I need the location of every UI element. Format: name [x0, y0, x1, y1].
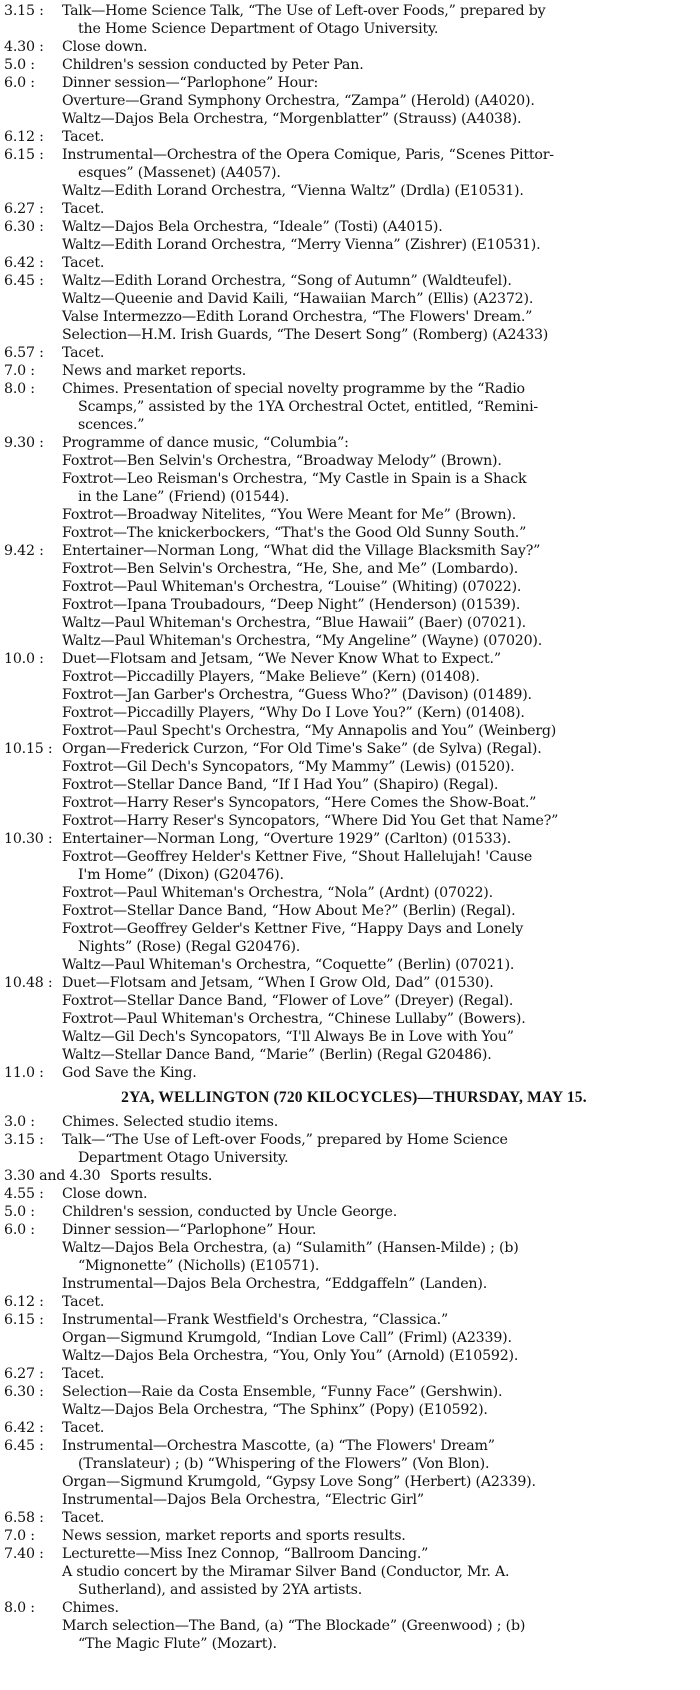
- entry-text: [62, 1010, 700, 1028]
- programme-subitem: [0, 956, 700, 974]
- entry-time: 8.0 :: [4, 1600, 35, 1616]
- entry-line: Foxtrot—Piccadilly Players, “Why Do I Love You?” (Kern) (01408).: [62, 705, 525, 721]
- entry-line: Dinner session—“Parlophone” Hour.: [62, 1222, 317, 1238]
- entry-text: [62, 1365, 700, 1383]
- entry-time: 9.30 :: [4, 435, 44, 451]
- entry-line: Foxtrot—Ipana Troubadours, “Deep Night” (Henderson) (01539).: [62, 597, 521, 613]
- entry-text: [62, 1311, 700, 1329]
- entry-time: 3.15 :: [4, 1132, 44, 1148]
- programme-subitem: [0, 470, 700, 506]
- entry-time: 9.42 :: [4, 543, 44, 559]
- entry-text: [62, 128, 700, 146]
- programme-subitem: [0, 776, 700, 794]
- entry-line: Organ—Sigmund Krumgold, “Indian Love Call” (Friml) (A2339).: [62, 1330, 512, 1346]
- station-heading: 2YA, WELLINGTON (720 KILOCYCLES)—THURSDAY, MAY 15.: [121, 1089, 587, 1106]
- entry-time: 10.15 :: [4, 741, 53, 757]
- entry-text: [62, 326, 700, 344]
- entry-line: Waltz—Dajos Bela Orchestra, “Morgenblatter” (Strauss) (A4038).: [62, 111, 522, 127]
- programme-entry: [0, 1185, 700, 1203]
- entry-text: [62, 776, 700, 794]
- entry-line: Nights” (Rose) (Regal G20476).: [78, 939, 301, 955]
- programme-entry: [0, 1383, 700, 1401]
- programme-entry: [0, 38, 700, 56]
- entry-time: 6.42 :: [4, 255, 44, 271]
- entry-line: Foxtrot—Jan Garber's Orchestra, “Guess Who?” (Davison) (01489).: [62, 687, 532, 703]
- entry-line: Foxtrot—Paul Whiteman's Orchestra, “Nola” (Ardnt) (07022).: [62, 885, 493, 901]
- programme-subitem: [0, 812, 700, 830]
- entry-line: Foxtrot—Stellar Dance Band, “Flower of Love” (Dreyer) (Regal).: [62, 993, 514, 1009]
- entry-line: I'm Home” (Dixon) (G20476).: [78, 867, 284, 883]
- entry-text: [62, 902, 700, 920]
- entry-line: “The Magic Flute” (Mozart).: [78, 1636, 277, 1652]
- entry-time: 6.45 :: [4, 1438, 44, 1454]
- entry-line: (Translateur) ; (b) “Whispering of the Flowers” (Von Blon).: [78, 1456, 490, 1472]
- programme-subitem: [0, 1491, 700, 1509]
- programme-subitem: [0, 236, 700, 254]
- entry-text: [62, 596, 700, 614]
- programme-entry: [0, 218, 700, 236]
- entry-line: Department Otago University.: [78, 1150, 289, 1166]
- entry-text: [62, 722, 700, 740]
- entry-line: Instrumental—Frank Westfield's Orchestra, “Classica.”: [62, 1312, 449, 1328]
- entry-text: [62, 1131, 700, 1167]
- programme-entry: [0, 1113, 700, 1131]
- programme-entry: [0, 362, 700, 380]
- entry-line: Chimes. Presentation of special novelty programme by the “Radio: [62, 381, 525, 397]
- programme-entry: [0, 1527, 700, 1545]
- programme-subitem: [0, 1239, 700, 1275]
- programme-entry: [0, 1437, 700, 1473]
- programme-subitem: [0, 452, 700, 470]
- programme-subitem: [0, 686, 700, 704]
- entry-line: Talk—Home Science Talk, “The Use of Left-over Foods,” prepared by: [62, 3, 546, 19]
- programme-subitem: [0, 1046, 700, 1064]
- programme-subitem: [0, 1275, 700, 1293]
- entry-time: 6.45 :: [4, 273, 44, 289]
- entry-line: Tacet.: [62, 1294, 105, 1310]
- entry-text: [62, 308, 700, 326]
- entry-text: [62, 470, 700, 506]
- programme-entry: [0, 1203, 700, 1221]
- programme-subitem: [0, 1329, 700, 1347]
- programme-entry: [0, 1311, 700, 1329]
- programme-entry: [0, 1365, 700, 1383]
- entry-line: Instrumental—Dajos Bela Orchestra, “Eddgaffeln” (Landen).: [62, 1276, 488, 1292]
- entry-text: [62, 686, 700, 704]
- entry-text: [110, 1167, 700, 1185]
- entry-time: 3.30 and 4.30: [4, 1168, 101, 1184]
- entry-text: [62, 1437, 700, 1473]
- entry-time: 8.0 :: [4, 381, 35, 397]
- entry-line: Waltz—Dajos Bela Orchestra, “The Sphinx” (Popy) (E10592).: [62, 1402, 488, 1418]
- entry-line: Programme of dance music, “Columbia”:: [62, 435, 349, 451]
- entry-time: 3.0 :: [4, 1114, 35, 1130]
- programme-page: [0, 2, 700, 1653]
- entry-time: 3.15 :: [4, 3, 44, 19]
- entry-text: [62, 452, 700, 470]
- programme-entry: [0, 146, 700, 182]
- programme-subitem: [0, 668, 700, 686]
- entry-text: [62, 1064, 700, 1082]
- programme-subitem: [0, 506, 700, 524]
- entry-time: 6.58 :: [4, 1510, 44, 1526]
- entry-text: [62, 1203, 700, 1221]
- entry-time: 6.30 :: [4, 219, 44, 235]
- entry-text: [62, 1419, 700, 1437]
- entry-text: [62, 254, 700, 272]
- programme-entry: [0, 1064, 700, 1082]
- entry-line: the Home Science Department of Otago University.: [78, 21, 439, 37]
- entry-line: Close down.: [62, 1186, 148, 1202]
- programme-entry: [0, 1221, 700, 1239]
- programme-section-1yA: [0, 2, 700, 1082]
- entry-time: 4.30 :: [4, 39, 44, 55]
- programme-entry: [0, 2, 700, 38]
- entry-text: [62, 974, 700, 992]
- entry-line: Scamps,” assisted by the 1YA Orchestral Octet, entitled, “Remini-: [78, 399, 538, 415]
- entry-text: [62, 1545, 700, 1563]
- entry-line: Tacet.: [62, 255, 105, 271]
- programme-entry: [0, 1545, 700, 1563]
- programme-entry: [0, 1509, 700, 1527]
- programme-entry: [0, 380, 700, 434]
- entry-line: Instrumental—Orchestra of the Opera Comique, Paris, “Scenes Pittor-: [62, 147, 554, 163]
- entry-line: Waltz—Edith Lorand Orchestra, “Vienna Waltz” (Drdla) (E10531).: [62, 183, 524, 199]
- entry-line: Waltz—Edith Lorand Orchestra, “Song of Autumn” (Waldteufel).: [62, 273, 512, 289]
- entry-text: [62, 1185, 700, 1203]
- entry-time: 7.0 :: [4, 1528, 35, 1544]
- entry-text: [62, 1527, 700, 1545]
- entry-text: [62, 1383, 700, 1401]
- entry-line: Instrumental—Orchestra Mascotte, (a) “The Flowers' Dream”: [62, 1438, 495, 1454]
- entry-line: Entertainer—Norman Long, “Overture 1929” (Carlton) (01533).: [62, 831, 512, 847]
- entry-text: [62, 92, 700, 110]
- entry-line: News session, market reports and sports results.: [62, 1528, 406, 1544]
- programme-subitem: [0, 1401, 700, 1419]
- programme-subitem: [0, 182, 700, 200]
- entry-text: [62, 506, 700, 524]
- entry-line: Waltz—Queenie and David Kaili, “Hawaiian March” (Ellis) (A2372).: [62, 291, 534, 307]
- entry-text: [62, 524, 700, 542]
- entry-text: [62, 758, 700, 776]
- entry-time: 6.0 :: [4, 75, 35, 91]
- entry-text: [62, 542, 700, 560]
- entry-text: [62, 632, 700, 650]
- programme-entry: [0, 1131, 700, 1167]
- entry-line: Foxtrot—Stellar Dance Band, “If I Had You” (Shapiro) (Regal).: [62, 777, 499, 793]
- entry-line: Tacet.: [62, 201, 105, 217]
- entry-text: [62, 1509, 700, 1527]
- entry-line: God Save the King.: [62, 1065, 197, 1081]
- programme-subitem: [0, 794, 700, 812]
- programme-subitem: [0, 110, 700, 128]
- entry-text: [62, 812, 700, 830]
- programme-subitem: [0, 1563, 700, 1599]
- entry-text: [62, 290, 700, 308]
- programme-entry: [0, 74, 700, 92]
- programme-entry: [0, 344, 700, 362]
- entry-text: [62, 380, 700, 434]
- entry-line: Children's session, conducted by Uncle George.: [62, 1204, 398, 1220]
- programme-subitem: [0, 596, 700, 614]
- programme-subitem: [0, 704, 700, 722]
- entry-line: Close down.: [62, 39, 148, 55]
- entry-text: [62, 110, 700, 128]
- entry-text: [62, 146, 700, 182]
- entry-line: Waltz—Gil Dech's Syncopators, “I'll Always Be in Love with You”: [62, 1029, 514, 1045]
- entry-time: 5.0 :: [4, 1204, 35, 1220]
- entry-line: Chimes. Selected studio items.: [62, 1114, 279, 1130]
- entry-time: 6.15 :: [4, 147, 44, 163]
- entry-text: [62, 1221, 700, 1239]
- entry-line: Foxtrot—Harry Reser's Syncopators, “Where Did You Get that Name?”: [62, 813, 559, 829]
- entry-time: 6.30 :: [4, 1384, 44, 1400]
- entry-text: [62, 1491, 700, 1509]
- entry-text: [62, 740, 700, 758]
- entry-line: Foxtrot—Geoffrey Gelder's Kettner Five, “Happy Days and Lonely: [62, 921, 524, 937]
- entry-text: [62, 218, 700, 236]
- programme-entry: [0, 200, 700, 218]
- entry-time: 6.42 :: [4, 1420, 44, 1436]
- entry-time: 6.15 :: [4, 1312, 44, 1328]
- entry-text: [62, 200, 700, 218]
- programme-subitem: [0, 1347, 700, 1365]
- entry-line: esques” (Massenet) (A4057).: [78, 165, 281, 181]
- entry-line: Foxtrot—Harry Reser's Syncopators, “Here Comes the Show-Boat.”: [62, 795, 537, 811]
- entry-line: Foxtrot—Ben Selvin's Orchestra, “He, She, and Me” (Lombardo).: [62, 561, 519, 577]
- entry-text: [62, 1599, 700, 1617]
- entry-text: [62, 650, 700, 668]
- entry-text: [62, 74, 700, 92]
- entry-text: [62, 2, 700, 38]
- programme-entry: [0, 56, 700, 74]
- entry-text: [62, 434, 700, 452]
- entry-time: 5.0 :: [4, 57, 35, 73]
- programme-subitem: [0, 758, 700, 776]
- entry-time: 6.12 :: [4, 1294, 44, 1310]
- entry-time: 7.40 :: [4, 1546, 44, 1562]
- programme-subitem: [0, 1010, 700, 1028]
- entry-line: Duet—Flotsam and Jetsam, “We Never Know What to Expect.”: [62, 651, 501, 667]
- programme-entry: [0, 128, 700, 146]
- entry-text: [62, 884, 700, 902]
- entry-text: [62, 1293, 700, 1311]
- entry-line: Tacet.: [62, 129, 105, 145]
- programme-subitem: [0, 290, 700, 308]
- entry-time: 6.0 :: [4, 1222, 35, 1238]
- entry-time: 10.0 :: [4, 651, 44, 667]
- programme-entry: [0, 434, 700, 452]
- programme-subitem: [0, 326, 700, 344]
- entry-line: Foxtrot—Paul Whiteman's Orchestra, “Chinese Lullaby” (Bowers).: [62, 1011, 526, 1027]
- entry-text: [62, 236, 700, 254]
- programme-entry: [0, 650, 700, 668]
- entry-line: Waltz—Paul Whiteman's Orchestra, “Blue Hawaii” (Baer) (07021).: [62, 615, 526, 631]
- programme-subitem: [0, 1473, 700, 1491]
- programme-subitem: [0, 632, 700, 650]
- entry-line: Lecturette—Miss Inez Connop, “Ballroom Dancing.”: [62, 1546, 429, 1562]
- entry-line: Foxtrot—Paul Specht's Orchestra, “My Annapolis and You” (Weinberg): [62, 723, 557, 739]
- entry-line: Foxtrot—Paul Whiteman's Orchestra, “Louise” (Whiting) (07022).: [62, 579, 522, 595]
- entry-text: [62, 848, 700, 884]
- entry-line: Sports results.: [110, 1168, 213, 1184]
- entry-time: 10.48 :: [4, 975, 53, 991]
- entry-line: Dinner session—“Parlophone” Hour:: [62, 75, 319, 91]
- entry-text: [62, 794, 700, 812]
- entry-line: Foxtrot—Gil Dech's Syncopators, “My Mammy” (Lewis) (01520).: [62, 759, 515, 775]
- entry-line: A studio concert by the Miramar Silver Band (Conductor, Mr. A.: [62, 1564, 510, 1580]
- programme-entry: [0, 974, 700, 992]
- entry-line: Sutherland), and assisted by 2YA artists.: [78, 1582, 363, 1598]
- entry-line: News and market reports.: [62, 363, 247, 379]
- entry-line: Waltz—Dajos Bela Orchestra, (a) “Sulamith” (Hansen-Milde) ; (b): [62, 1240, 519, 1256]
- entry-line: Overture—Grand Symphony Orchestra, “Zampa” (Herold) (A4020).: [62, 93, 535, 109]
- programme-subitem: [0, 92, 700, 110]
- entry-time: 11.0 :: [4, 1065, 44, 1081]
- entry-text: [62, 272, 700, 290]
- programme-subitem: [0, 308, 700, 326]
- programme-entry: [0, 1293, 700, 1311]
- programme-subitem: [0, 722, 700, 740]
- entry-text: [62, 920, 700, 956]
- entry-text: [62, 1563, 700, 1599]
- entry-text: [62, 182, 700, 200]
- entry-line: Waltz—Edith Lorand Orchestra, “Merry Vienna” (Zishrer) (E10531).: [62, 237, 541, 253]
- programme-entry: [0, 1599, 700, 1617]
- entry-line: March selection—The Band, (a) “The Blockade” (Greenwood) ; (b): [62, 1618, 526, 1634]
- entry-line: Children's session conducted by Peter Pan.: [62, 57, 364, 73]
- entry-text: [62, 992, 700, 1010]
- entry-line: Waltz—Dajos Bela Orchestra, “Ideale” (Tosti) (A4015).: [62, 219, 443, 235]
- entry-line: Tacet.: [62, 1420, 105, 1436]
- entry-text: [62, 1347, 700, 1365]
- entry-line: Instrumental—Dajos Bela Orchestra, “Electric Girl”: [62, 1492, 424, 1508]
- programme-subitem: [0, 578, 700, 596]
- entry-text: [62, 56, 700, 74]
- programme-entry: [0, 254, 700, 272]
- entry-text: [62, 560, 700, 578]
- entry-line: Foxtrot—Geoffrey Helder's Kettner Five, “Shout Hallelujah! 'Cause: [62, 849, 533, 865]
- programme-subitem: [0, 1617, 700, 1653]
- entry-time: 6.27 :: [4, 201, 44, 217]
- entry-line: Foxtrot—Ben Selvin's Orchestra, “Broadway Melody” (Brown).: [62, 453, 502, 469]
- entry-time: 6.12 :: [4, 129, 44, 145]
- entry-line: Organ—Frederick Curzon, “For Old Time's Sake” (de Sylva) (Regal).: [62, 741, 542, 757]
- programme-subitem: [0, 1028, 700, 1046]
- entry-line: Talk—“The Use of Left-over Foods,” prepared by Home Science: [62, 1132, 508, 1148]
- entry-line: scences.”: [78, 417, 145, 433]
- entry-line: Waltz—Dajos Bela Orchestra, “You, Only You” (Arnold) (E10592).: [62, 1348, 519, 1364]
- entry-line: Chimes.: [62, 1600, 119, 1616]
- programme-entry: [0, 272, 700, 290]
- entry-line: Waltz—Paul Whiteman's Orchestra, “Coquette” (Berlin) (07021).: [62, 957, 515, 973]
- entry-text: [62, 956, 700, 974]
- programme-subitem: [0, 614, 700, 632]
- entry-text: [62, 344, 700, 362]
- programme-entry: [0, 542, 700, 560]
- programme-subitem: [0, 920, 700, 956]
- entry-text: [62, 830, 700, 848]
- entry-time: 6.27 :: [4, 1366, 44, 1382]
- entry-text: [62, 578, 700, 596]
- entry-text: [62, 1401, 700, 1419]
- entry-time: 7.0 :: [4, 363, 35, 379]
- entry-line: Selection—H.M. Irish Guards, “The Desert Song” (Romberg) (A2433): [62, 327, 549, 343]
- programme-subitem: [0, 902, 700, 920]
- programme-subitem: [0, 560, 700, 578]
- entry-time: 6.57 :: [4, 345, 44, 361]
- entry-text: [62, 362, 700, 380]
- entry-text: [62, 668, 700, 686]
- entry-text: [62, 614, 700, 632]
- entry-text: [62, 38, 700, 56]
- programme-subitem: [0, 884, 700, 902]
- programme-entry: [0, 830, 700, 848]
- entry-line: Waltz—Stellar Dance Band, “Marie” (Berlin) (Regal G20486).: [62, 1047, 492, 1063]
- entry-line: Waltz—Paul Whiteman's Orchestra, “My Angeline” (Wayne) (07020).: [62, 633, 543, 649]
- programme-entry: [0, 1167, 700, 1185]
- programme-subitem: [0, 992, 700, 1010]
- entry-text: [62, 1473, 700, 1491]
- entry-line: Organ—Sigmund Krumgold, “Gypsy Love Song” (Herbert) (A2339).: [62, 1474, 536, 1490]
- entry-text: [62, 1275, 700, 1293]
- entry-line: Selection—Raie da Costa Ensemble, “Funny Face” (Gershwin).: [62, 1384, 503, 1400]
- programme-subitem: [0, 524, 700, 542]
- entry-line: Tacet.: [62, 1366, 105, 1382]
- entry-line: Foxtrot—Stellar Dance Band, “How About Me?” (Berlin) (Regal).: [62, 903, 516, 919]
- entry-line: Valse Intermezzo—Edith Lorand Orchestra, “The Flowers' Dream.”: [62, 309, 533, 325]
- entry-line: Foxtrot—Leo Reisman's Orchestra, “My Castle in Spain is a Shack: [62, 471, 527, 487]
- programme-entry: [0, 1419, 700, 1437]
- entry-text: [62, 1028, 700, 1046]
- entry-text: [62, 1617, 700, 1653]
- entry-line: Tacet.: [62, 345, 105, 361]
- entry-line: Foxtrot—The knickerbockers, “That's the Good Old Sunny South.”: [62, 525, 527, 541]
- entry-time: 10.30 :: [4, 831, 53, 847]
- entry-time: 4.55 :: [4, 1186, 44, 1202]
- entry-text: [62, 1239, 700, 1275]
- entry-text: [62, 1046, 700, 1064]
- programme-entry: [0, 740, 700, 758]
- entry-line: “Mignonette” (Nicholls) (E10571).: [78, 1258, 320, 1274]
- entry-text: [62, 1113, 700, 1131]
- entry-line: Tacet.: [62, 1510, 105, 1526]
- programme-section-2ya: [0, 1113, 700, 1653]
- entry-text: [62, 1329, 700, 1347]
- entry-line: Foxtrot—Broadway Nitelites, “You Were Meant for Me” (Brown).: [62, 507, 517, 523]
- entry-line: Duet—Flotsam and Jetsam, “When I Grow Old, Dad” (01530).: [62, 975, 494, 991]
- entry-text: [62, 704, 700, 722]
- entry-line: Entertainer—Norman Long, “What did the Village Blacksmith Say?”: [62, 543, 541, 559]
- entry-line: in the Lane” (Friend) (01544).: [78, 489, 290, 505]
- programme-subitem: [0, 848, 700, 884]
- entry-line: Foxtrot—Piccadilly Players, “Make Believe” (Kern) (01408).: [62, 669, 480, 685]
